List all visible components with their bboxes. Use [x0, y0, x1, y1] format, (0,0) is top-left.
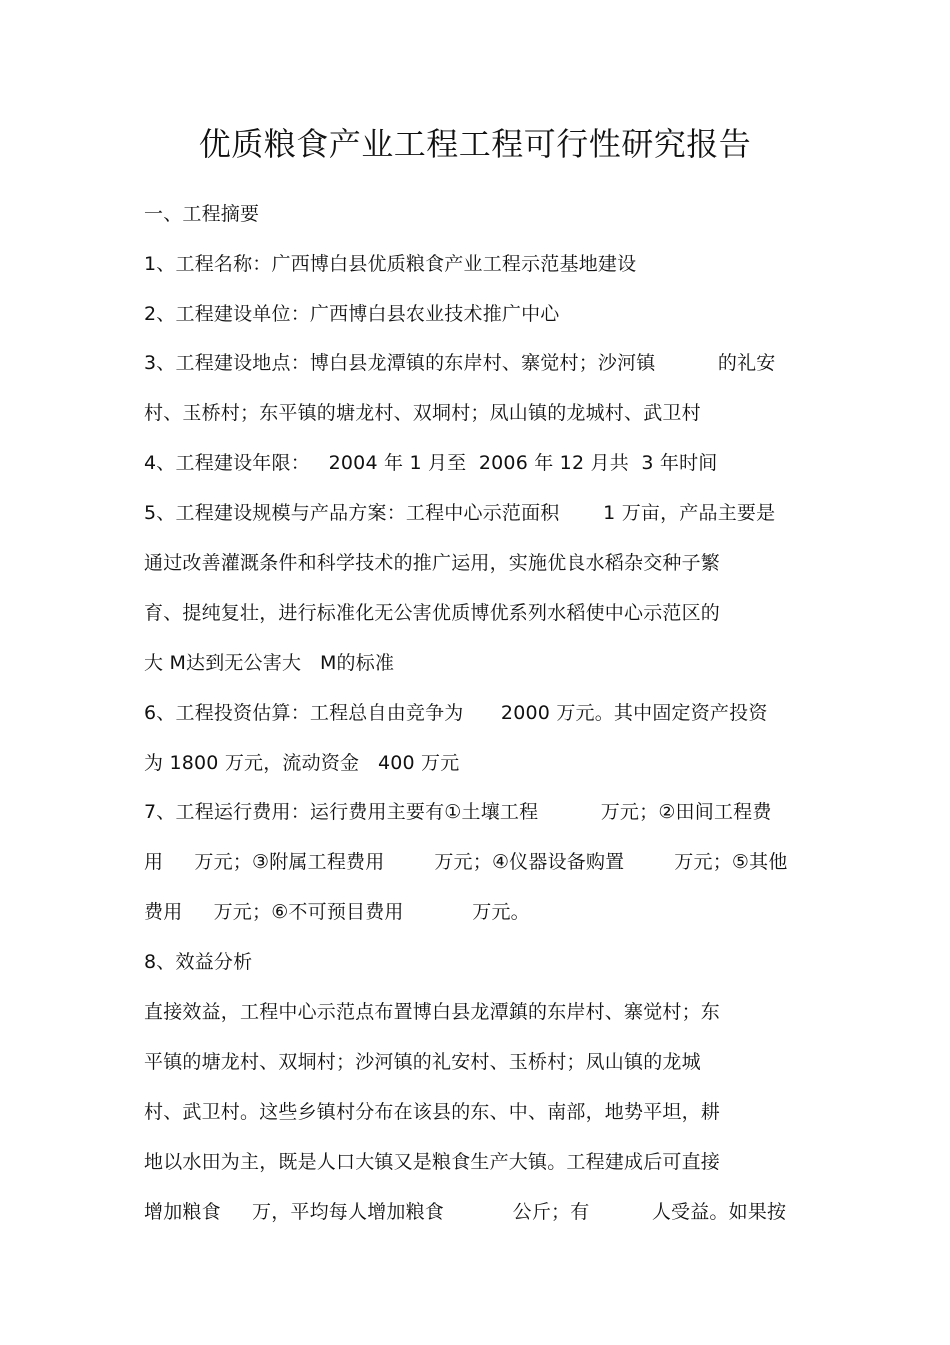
paragraph-line: 7、工程运行费用：运行费用主要有①土壤工程 万元；②田间工程费 — [144, 801, 772, 823]
paragraph-line: 直接效益，工程中心示范点布置博白县龙潭鎮的东岸村、寨觉村；东 — [144, 1001, 721, 1023]
paragraph-line: 1、工程名称：广西博白县优质粮食产业工程示范基地建设 — [144, 253, 637, 275]
document-title: 优质粮食产业工程工程可行性研究报告 — [198, 125, 752, 163]
paragraph-line: 2、工程建设单位：广西博白县农业技术推广中心 — [144, 303, 560, 325]
paragraph-line: 费用 万元；⑥不可预目费用 万元。 — [144, 901, 530, 923]
paragraph-line: 4、工程建设年限： 2004 年 1 月至 2006 年 12 月共 3 年时间 — [144, 452, 718, 474]
paragraph-line: 大 M达到无公害大 M的标准 — [144, 652, 395, 674]
paragraph-line: 村、玉桥村；东平镇的塘龙村、双垌村；凤山镇的龙城村、武卫村 — [144, 402, 701, 424]
paragraph-line: 通过改善灌溉条件和科学技术的推广运用，实施优良水稻杂交种子繁 — [144, 552, 721, 574]
paragraph-line: 用 万元；③附属工程费用 万元；④仪器设备购置 万元；⑤其他 — [144, 851, 788, 873]
paragraph-line: 地以水田为主，既是人口大镇又是粮食生产大镇。工程建成后可直接 — [144, 1151, 721, 1173]
paragraph-line: 平镇的塘龙村、双垌村；沙河镇的礼安村、玉桥村；凤山镇的龙城 — [144, 1051, 701, 1073]
paragraph-line: 5、工程建设规模与产品方案：工程中心示范面积 1 万亩，产品主要是 — [144, 502, 776, 524]
paragraph-line: 3、工程建设地点：博白县龙潭镇的东岸村、寨觉村；沙河镇 的礼安 — [144, 352, 776, 374]
paragraph-line: 6、工程投资估算：工程总自由竞争为 2000 万元。其中固定资产投资 — [144, 702, 768, 724]
section-heading: 一、工程摘要 — [144, 203, 260, 225]
paragraph-line: 增加粮食 万，平均每人增加粮食 公斤；有 人受益。如果按 — [144, 1201, 787, 1223]
paragraph-line: 育、提纯复壮，进行标准化无公害优质博优系列水稻使中心示范区的 — [144, 602, 721, 624]
paragraph-line: 村、武卫村。这些乡镇村分布在该县的东、中、南部，地势平坦，耕 — [144, 1101, 721, 1123]
section-heading: 8、效益分析 — [144, 951, 253, 973]
paragraph-line: 为 1800 万元，流动资金 400 万元 — [144, 752, 460, 774]
